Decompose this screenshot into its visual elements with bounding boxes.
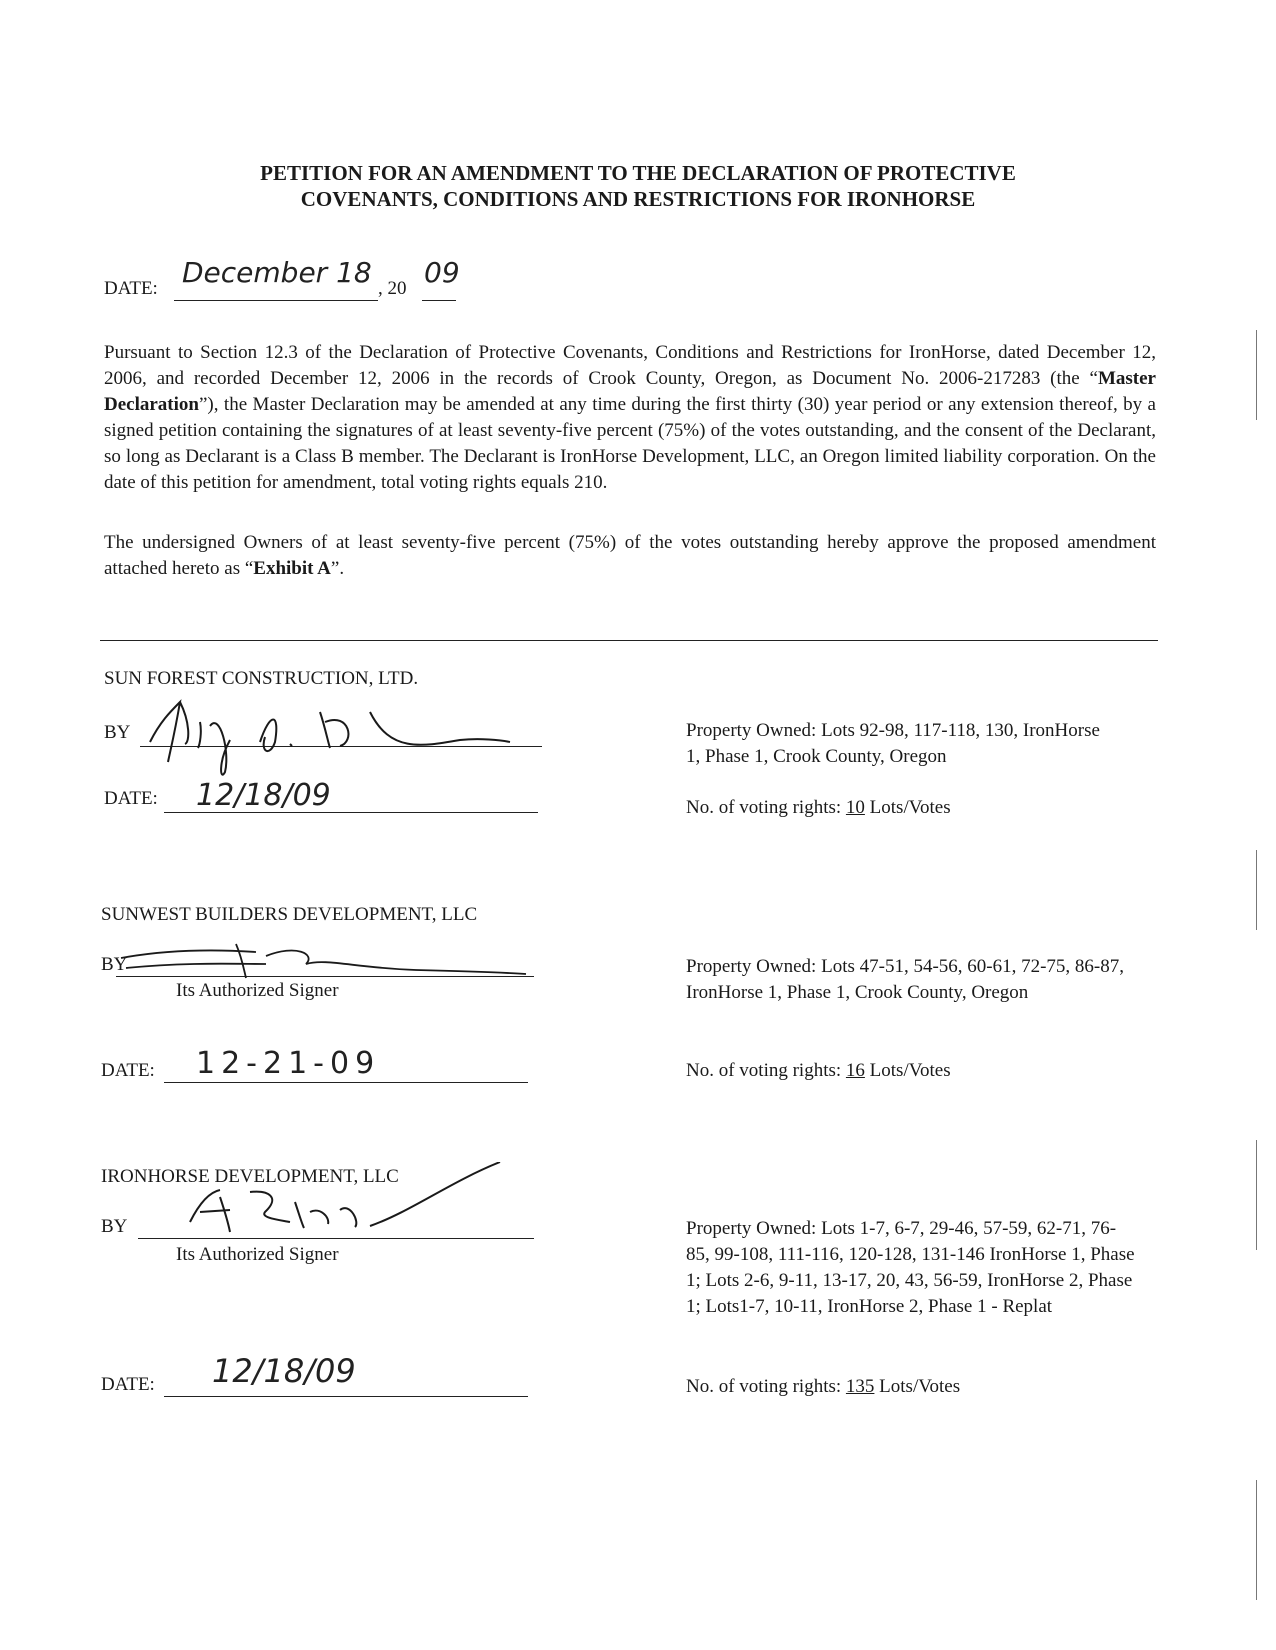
- signer-3-property-text: Lots 1-7, 6-7, 29-46, 57-59, 62-71, 76-85, 99-108, 111-116, 120-128, 131-146 IronHorse 1, Phase 1; Lots 2-6, 9-11, 13-17, 20, 43, 56-59, IronHorse 2, Phase 1; Lots1-7, 10-11, IronHorse 2, Phase 1 - Replat: [686, 1218, 1135, 1317]
- title-line-1: PETITION FOR AN AMENDMENT TO THE DECLARATION OF PROTECTIVE: [260, 161, 1016, 185]
- signer-2-property-label: Property Owned:: [686, 956, 817, 977]
- signer-3-voting-label: No. of voting rights:: [686, 1376, 842, 1397]
- header-date-year: 09: [424, 256, 460, 289]
- scan-edge-mark: [1256, 1480, 1257, 1600]
- signer-3-party: IRONHORSE DEVELOPMENT, LLC: [101, 1166, 399, 1187]
- section-divider: [100, 640, 1158, 641]
- signer-2-voting-unit: Lots/Votes: [869, 1060, 951, 1081]
- signer-3-voting-unit: Lots/Votes: [879, 1376, 961, 1397]
- signer-2-date-value: 12-21-09: [196, 1046, 381, 1081]
- authority-text-2: ”), the Master Declaration may be amended at any time during the first thirty (30) year period or any extension thereof, by a signed petition containing the signatures of at least seventy-five percent (75%) of the votes outstanding, and the consent of the Declarant, so long as Declarant is a Class B member. The Declarant is IronHorse Development, LLC, an Oregon limited liability corporation. On the date of this petition for amendment, total voting rights equals 210.: [104, 394, 1156, 493]
- signer-3-property: [686, 1216, 1136, 1320]
- signer-1-by-label: BY: [104, 722, 131, 743]
- master-declaration-term: Master Declaration: [104, 368, 1156, 415]
- approval-paragraph: [104, 530, 1156, 582]
- signer-2-voting-label: No. of voting rights:: [686, 1060, 842, 1081]
- title-line-2: COVENANTS, CONDITIONS AND RESTRICTIONS FOR IRONHORSE: [300, 187, 976, 211]
- signer-1-property-text: Lots 92-98, 117-118, 130, IronHorse 1, Phase 1, Crook County, Oregon: [686, 720, 1100, 767]
- signer-1-party: SUN FOREST CONSTRUCTION, LTD.: [104, 668, 419, 689]
- authority-paragraph: [104, 340, 1156, 496]
- scan-edge-mark: [1256, 330, 1257, 420]
- header-date-month-day: December 18: [182, 256, 372, 289]
- header-date-year-line: [422, 300, 456, 301]
- signer-2-voting: [686, 1058, 951, 1084]
- signer-1-voting-unit: Lots/Votes: [869, 797, 951, 818]
- signer-1-signature: [140, 682, 540, 792]
- header-date-line: [174, 300, 378, 301]
- signer-2-voting-count: 16: [845, 1060, 865, 1081]
- signer-1-voting-label: No. of voting rights:: [686, 797, 842, 818]
- signer-3-signature: [170, 1162, 510, 1252]
- signer-3-voting-count: 135: [845, 1376, 875, 1397]
- signer-3-property-label: Property Owned:: [686, 1218, 817, 1239]
- document-title: [150, 160, 1126, 212]
- signer-2-property: [686, 954, 1130, 1006]
- signer-2-date-line: [164, 1082, 528, 1083]
- signer-3-title: Its Authorized Signer: [176, 1244, 339, 1265]
- signer-3-date-label: DATE:: [101, 1374, 155, 1395]
- signer-3-date-line: [164, 1396, 528, 1397]
- header-date-separator: , 20: [378, 278, 407, 299]
- signer-1-property-label: Property Owned:: [686, 720, 817, 741]
- approval-text-2: ”.: [330, 558, 345, 579]
- signer-2-date-label: DATE:: [101, 1060, 155, 1081]
- exhibit-a-term: Exhibit A: [253, 558, 331, 579]
- signer-3-by-label: BY: [101, 1216, 128, 1237]
- signer-3-voting: [686, 1374, 960, 1400]
- signer-1-voting: [686, 795, 951, 821]
- signer-2-by-label: BY: [101, 954, 128, 975]
- signer-2-property-text: Lots 47-51, 54-56, 60-61, 72-75, 86-87, IronHorse 1, Phase 1, Crook County, Oregon: [686, 956, 1125, 1003]
- signer-1-property: [686, 718, 1106, 770]
- signer-2-party: SUNWEST BUILDERS DEVELOPMENT, LLC: [101, 904, 478, 925]
- signer-3-date-value: 12/18/09: [212, 1352, 356, 1390]
- authority-text-1: Pursuant to Section 12.3 of the Declaration of Protective Covenants, Conditions and Restrictions for IronHorse, dated December 12, 2006, and recorded December 12, 2006 in the records of Crook County, Oregon, as Document No. 2006-217283 (the “: [104, 342, 1156, 389]
- signer-1-date-label: DATE:: [104, 788, 158, 809]
- approval-text-1: The undersigned Owners of at least seventy-five percent (75%) of the votes outstanding hereby approve the proposed amendment attached hereto as “: [104, 532, 1156, 579]
- signer-2-title: Its Authorized Signer: [176, 980, 339, 1001]
- header-date-label: DATE:: [104, 278, 158, 299]
- signer-1-voting-count: 10: [845, 797, 865, 818]
- scan-edge-mark: [1256, 850, 1257, 930]
- signer-1-date-value: 12/18/09: [196, 778, 331, 813]
- scan-edge-mark: [1256, 1140, 1257, 1250]
